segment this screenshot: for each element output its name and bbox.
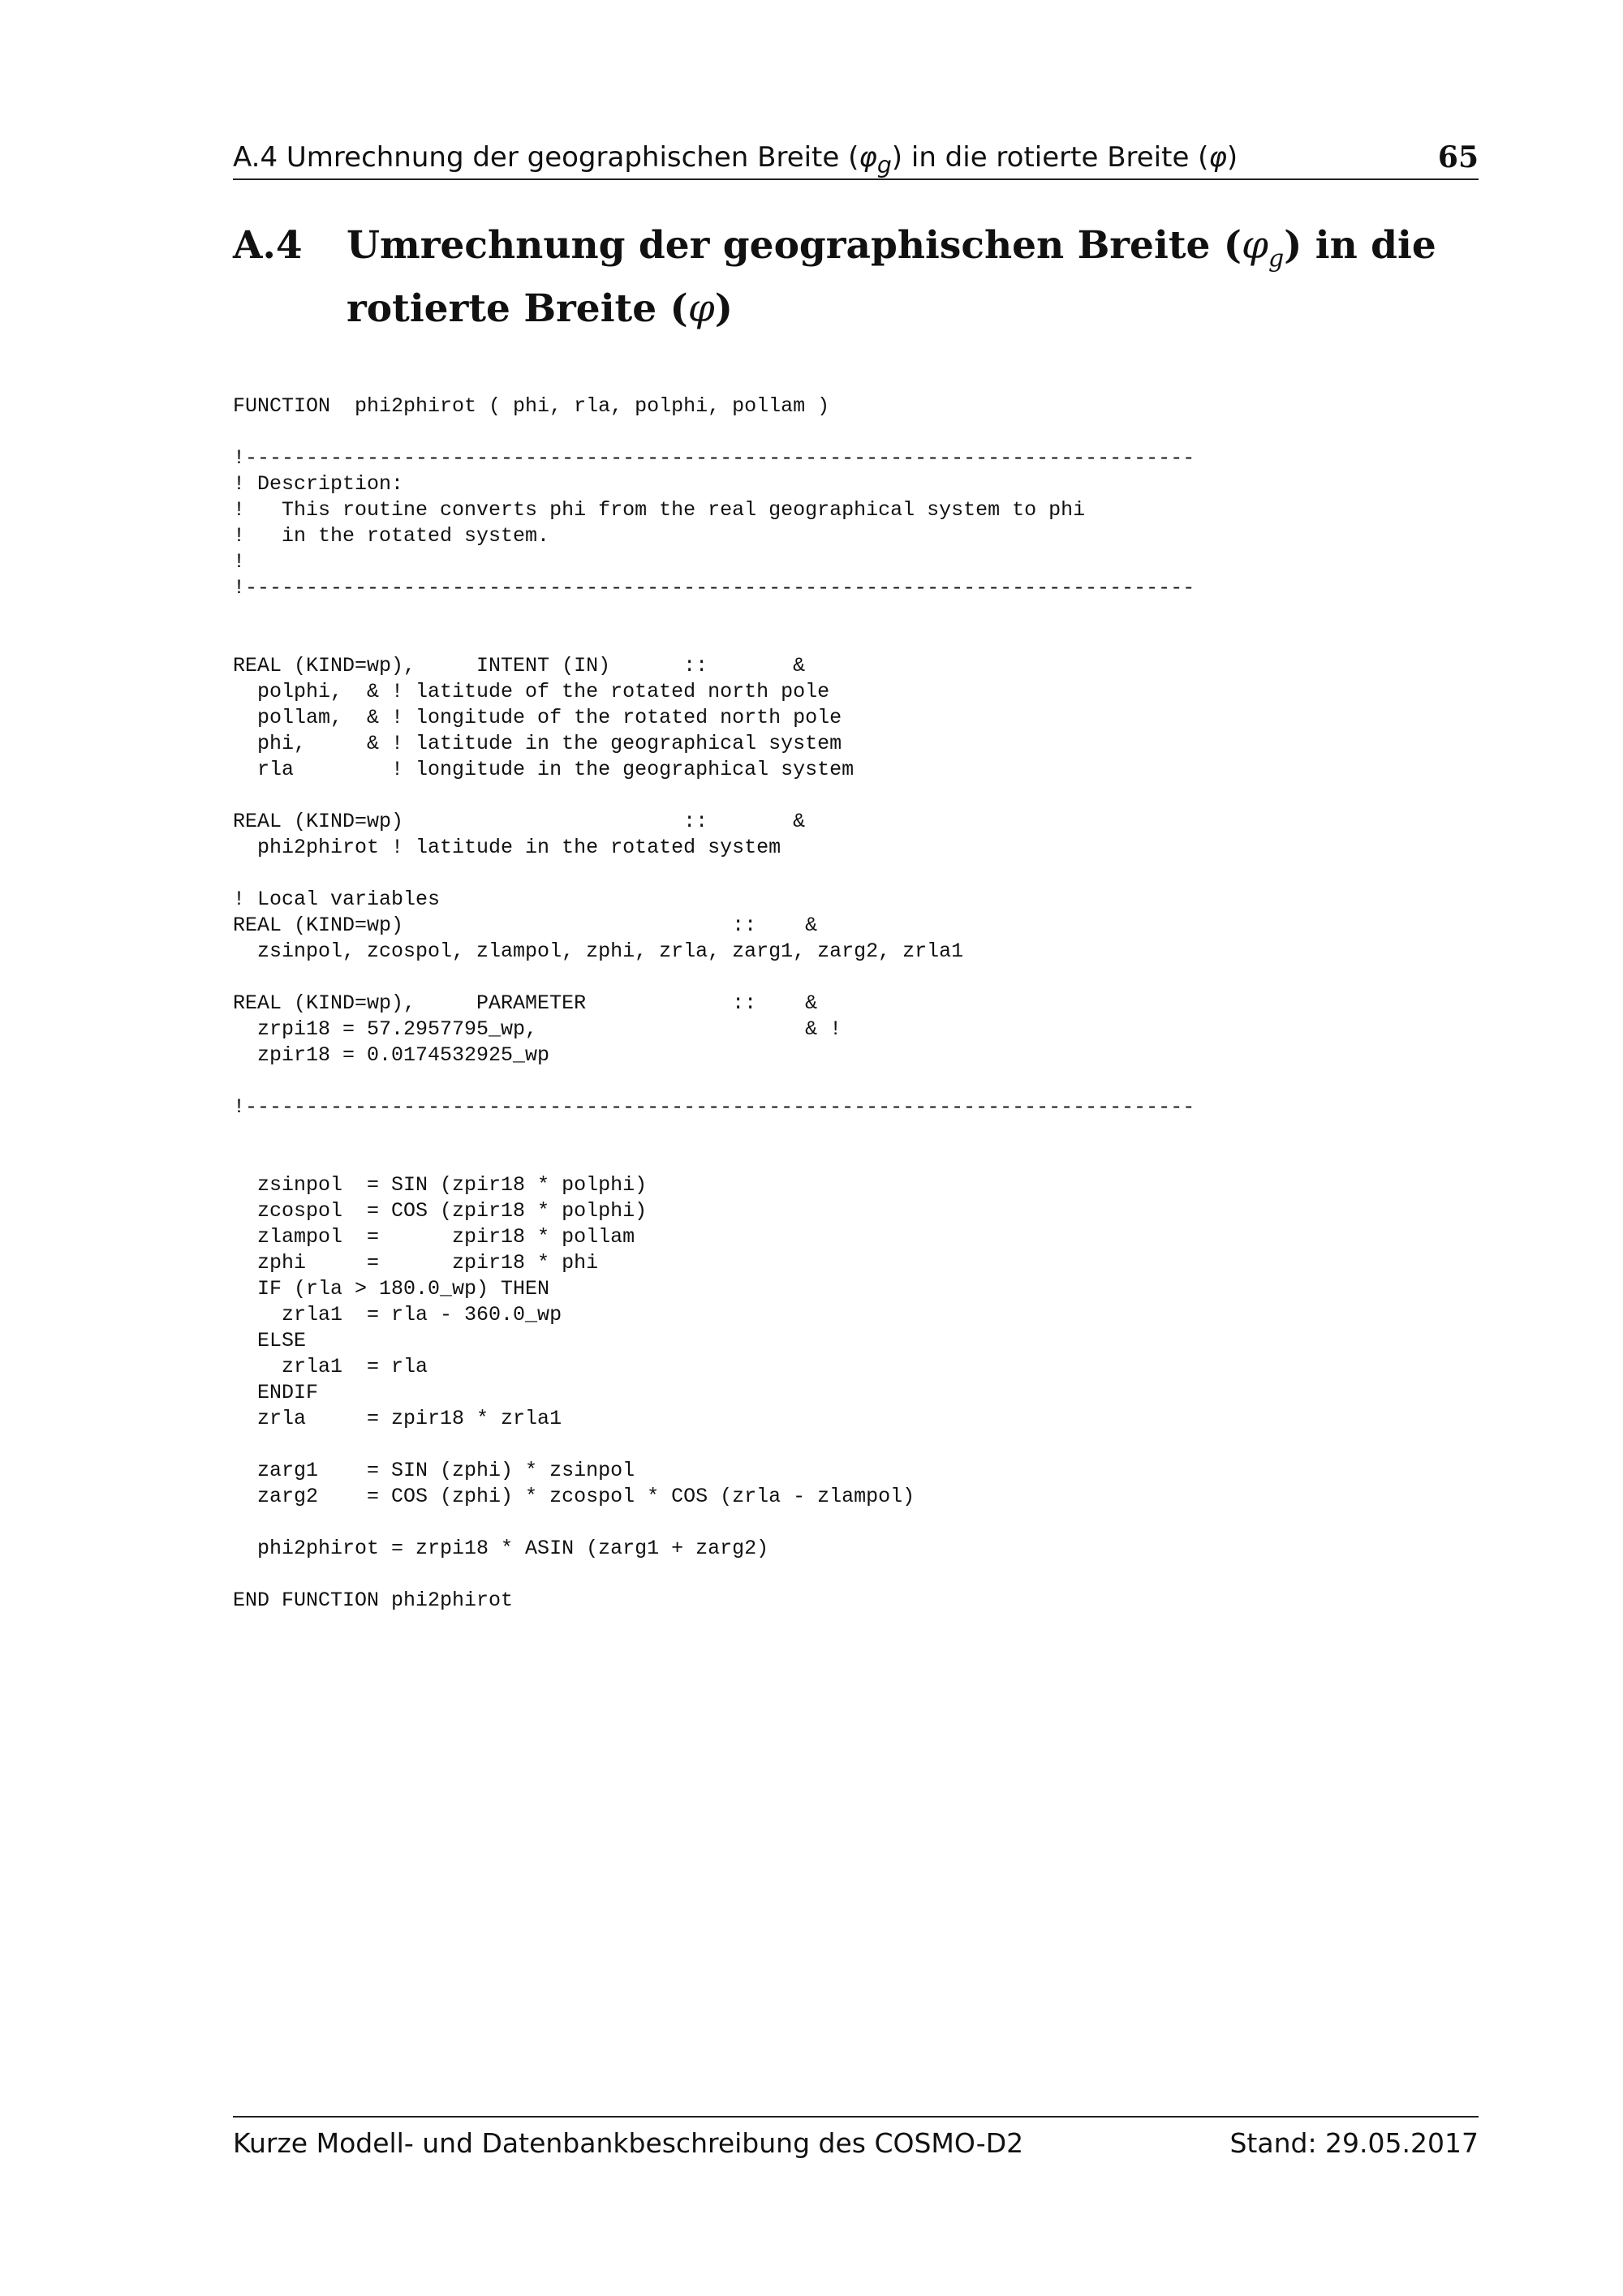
code-line: REAL (KIND=wp), INTENT (IN) :: & xyxy=(233,654,806,677)
code-listing xyxy=(233,393,1195,1614)
code-line: phi, & ! latitude in the geographical system xyxy=(233,732,842,755)
code-line: zrla1 = rla - 360.0_wp xyxy=(233,1303,562,1326)
section-title-part: ) xyxy=(714,286,733,332)
code-line: rla ! longitude in the geographical system xyxy=(233,758,855,781)
section-number: A.4 xyxy=(233,223,303,268)
code-line: END FUNCTION phi2phirot xyxy=(233,1589,514,1612)
page-header xyxy=(233,136,1479,178)
code-line: polphi, & ! latitude of the rotated north pole xyxy=(233,680,830,703)
code-line xyxy=(233,627,1195,653)
code-line: ! Local variables xyxy=(233,888,441,911)
header-rule xyxy=(233,178,1479,180)
code-line: REAL (KIND=wp) :: & xyxy=(233,914,818,937)
code-line xyxy=(233,1120,1195,1146)
code-line: IF (rla > 180.0_wp) THEN xyxy=(233,1277,550,1301)
code-line xyxy=(233,861,1195,887)
code-line: ! This routine converts phi from the real geographical system to phi xyxy=(233,498,1086,522)
section-title-part: Umrechnung der geographischen Breite ( xyxy=(347,223,1242,268)
code-line xyxy=(233,601,1195,627)
running-title-part: A.4 Umrechnung der geographischen Breite ( xyxy=(233,141,859,174)
code-line: pollam, & ! longitude of the rotated north pole xyxy=(233,706,842,729)
code-line xyxy=(233,1562,1195,1588)
code-line: zphi = zpir18 * phi xyxy=(233,1251,599,1275)
code-line: zlampol = zpir18 * pollam xyxy=(233,1225,635,1249)
footer-date: Stand: 29.05.2017 xyxy=(1229,2127,1479,2159)
section-title xyxy=(347,221,1479,334)
code-line: REAL (KIND=wp) :: & xyxy=(233,810,806,833)
code-line: zsinpol, zcospol, zlampol, zphi, zrla, zarg1, zarg2, zrla1 xyxy=(233,939,964,963)
code-line xyxy=(233,1432,1195,1458)
code-line: ELSE xyxy=(233,1329,307,1352)
code-line: !------------------------------------------------------------------------------ xyxy=(233,1095,1195,1119)
code-line xyxy=(233,1068,1195,1094)
code-line: phi2phirot = zrpi18 * ASIN (zarg1 + zarg2) xyxy=(233,1537,769,1560)
code-line: REAL (KIND=wp), PARAMETER :: & xyxy=(233,991,818,1015)
phi-symbol: φ xyxy=(1208,141,1227,174)
code-line: zpir18 = 0.0174532925_wp xyxy=(233,1043,550,1067)
code-line: !------------------------------------------------------------------------------ xyxy=(233,576,1195,600)
code-line: zsinpol = SIN (zpir18 * polphi) xyxy=(233,1173,648,1197)
code-line: ! xyxy=(233,550,246,574)
code-line: phi2phirot ! latitude in the rotated system xyxy=(233,836,781,859)
code-line: zcospol = COS (zpir18 * polphi) xyxy=(233,1199,648,1223)
running-title-part: ) xyxy=(1226,141,1238,174)
code-line: zrla1 = rla xyxy=(233,1355,428,1378)
footer-rule xyxy=(233,2116,1479,2118)
code-line: !------------------------------------------------------------------------------ xyxy=(233,446,1195,470)
code-line: ENDIF xyxy=(233,1381,319,1404)
code-line xyxy=(233,783,1195,809)
footer-document-title: Kurze Modell- und Datenbankbeschreibung des COSMO-D2 xyxy=(233,2127,1024,2159)
code-line: zrpi18 = 57.2957795_wp, & ! xyxy=(233,1017,842,1041)
page-number: 65 xyxy=(1437,140,1479,174)
code-line: FUNCTION phi2phirot ( phi, rla, polphi, pollam ) xyxy=(233,394,830,418)
code-line: zarg2 = COS (zphi) * zcospol * COS (zrla - zlampol) xyxy=(233,1485,915,1508)
running-title-part: ) in die rotierte Breite ( xyxy=(891,141,1209,174)
code-line: ! in the rotated system. xyxy=(233,524,550,548)
code-line: ! Description: xyxy=(233,472,404,496)
code-line xyxy=(233,1146,1195,1172)
code-line xyxy=(233,965,1195,991)
code-line xyxy=(233,1510,1195,1536)
code-line: zrla = zpir18 * zrla1 xyxy=(233,1407,562,1430)
subscript-g: g xyxy=(876,151,892,178)
phi-symbol: φ xyxy=(1242,223,1268,268)
code-line: zarg1 = SIN (zphi) * zsinpol xyxy=(233,1459,635,1482)
section-title-part: ) in die rotierte Breite ( xyxy=(347,223,1436,332)
code-line xyxy=(233,419,1195,445)
phi-symbol: φ xyxy=(859,141,877,174)
subscript-g: g xyxy=(1268,244,1285,273)
page-footer xyxy=(233,2123,1479,2164)
phi-symbol: φ xyxy=(687,286,715,332)
